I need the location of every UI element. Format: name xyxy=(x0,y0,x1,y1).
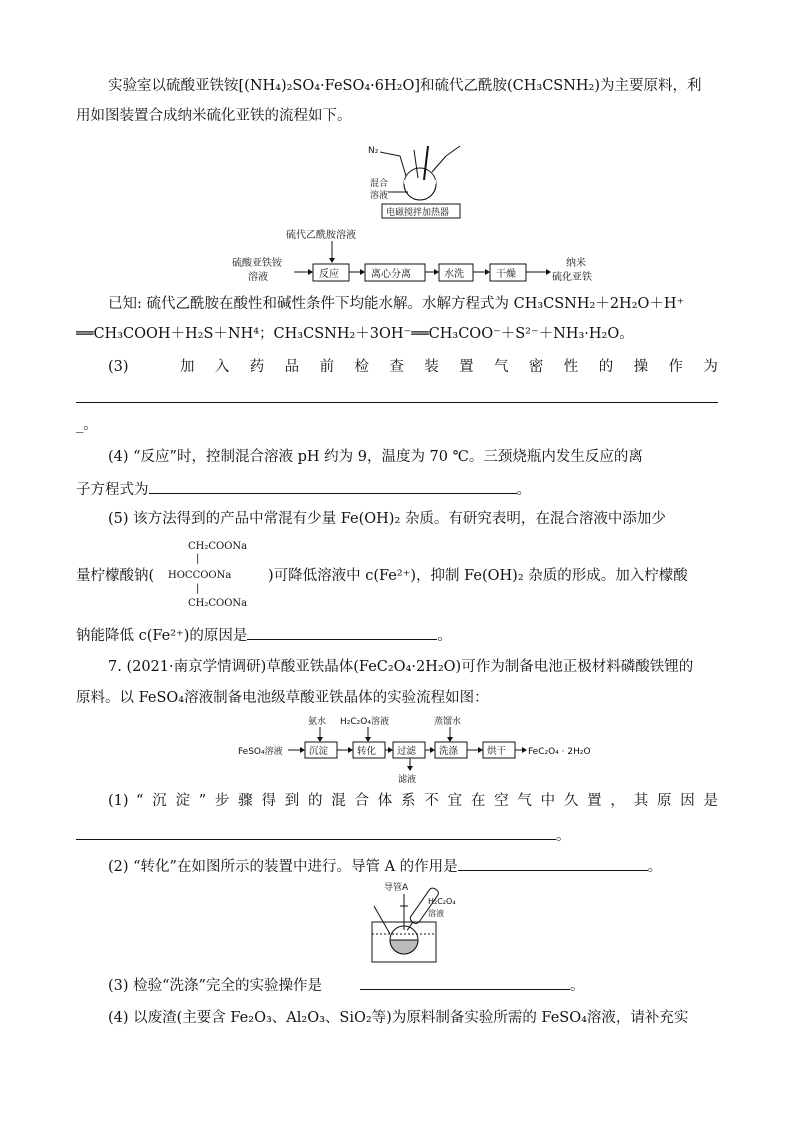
q7-2-end: 。 xyxy=(647,859,663,875)
q7-1-char: 空 xyxy=(494,793,509,809)
q3-char: 加 xyxy=(180,359,195,375)
q3-answer-line[interactable] xyxy=(76,393,718,403)
q5-line-2-post: )可降低溶液中 c(Fe²⁺)，抑制 Fe(OH)₂ 杂质的形成。加入柠檬酸 xyxy=(268,568,688,584)
heater-label: 电磁搅拌加热器 xyxy=(386,208,450,218)
q7-1-char: 不 xyxy=(424,793,439,809)
q3-char: 前 xyxy=(319,359,335,375)
conversion-apparatus-diagram xyxy=(360,878,470,964)
q3-char: 密 xyxy=(528,359,544,375)
q4-end: 。 xyxy=(516,482,531,498)
q3-char: 的 xyxy=(598,359,614,375)
intro-line-1: 实验室以硫酸亚铁铵[(NH₄)₂SO₄·FeSO₄·6H₂O]和硫代乙酰胺(CH₃CSNH₂)为主要原料，利 xyxy=(108,78,702,94)
q5-line-3 xyxy=(76,625,452,646)
q3-char: 装 xyxy=(424,359,439,375)
q4-line-2 xyxy=(76,479,531,500)
flow1-step-2: 离心分离 xyxy=(371,269,411,280)
q5-line-2-pre: 量柠檬酸钠( xyxy=(76,568,155,584)
q7-2-line xyxy=(108,856,662,877)
q3-char: 查 xyxy=(389,359,404,375)
q4-line-1: (4) “反应”时，控制混合溶液 pH 约为 9，温度为 70 ℃。三颈烧瓶内发生反应的离 xyxy=(108,449,643,465)
q7-1-question xyxy=(136,791,718,811)
flow2-step-3: 过滤 xyxy=(397,746,417,757)
reaction-apparatus-diagram xyxy=(360,136,480,222)
q4-answer-blank[interactable] xyxy=(149,479,517,494)
q7-1-char: 是 xyxy=(703,793,718,809)
synthesis-flow-diagram xyxy=(228,228,608,284)
q7-1-char: ， xyxy=(610,793,625,809)
q7-1-char: 沉 xyxy=(152,793,167,809)
q7-1-char: 系 xyxy=(401,793,416,809)
q7-1-char: “ xyxy=(136,793,144,809)
q7-1-char: 因 xyxy=(680,793,695,809)
flow2-step-1: 沉淀 xyxy=(309,746,329,757)
q3-question xyxy=(180,357,718,377)
q7-1-char: 得 xyxy=(261,793,276,809)
q3-number: (3) xyxy=(108,359,129,375)
q7-1-char: 骤 xyxy=(238,793,253,809)
flow2-below: 滤液 xyxy=(398,775,417,785)
reagent-label-2: 溶液 xyxy=(428,909,444,918)
flow2-step-4: 洗涤 xyxy=(439,746,459,757)
q5-answer-blank[interactable] xyxy=(247,625,437,640)
struct-bottom: CH₂COONa xyxy=(188,598,248,609)
q7-3-end: 。 xyxy=(569,978,585,994)
p7-line-2: 原料。以 FeSO₄溶液制备电池级草酸亚铁晶体的实验流程如图： xyxy=(76,690,489,706)
oxalate-flow-diagram xyxy=(236,712,606,788)
q7-1-answer-blank[interactable] xyxy=(76,825,556,840)
struct-bond-top: | xyxy=(196,553,200,564)
flow2-step-5: 烘干 xyxy=(487,746,507,757)
q7-1-answer-line xyxy=(76,825,571,846)
q3-char: 操 xyxy=(633,359,649,375)
struct-bond-bottom: | xyxy=(196,583,200,594)
q7-1-char: 其 xyxy=(633,793,649,809)
intro-line-2: 用如图装置合成纳米硫化亚铁的流程如下。 xyxy=(76,108,352,124)
mixture-label-2: 溶液 xyxy=(370,191,389,201)
q7-1-char: 步 xyxy=(214,793,230,809)
flow1-output-1: 纳米 xyxy=(566,258,586,269)
q7-1-char: 的 xyxy=(307,793,323,809)
q5-line-1: (5) 该方法得到的产品中常混有少量 Fe(OH)₂ 杂质。有研究表明，在混合溶液中添加少 xyxy=(108,511,666,527)
q7-1-char: 中 xyxy=(540,793,556,809)
q3-char: 作 xyxy=(668,359,683,375)
reagent-label-1: H₂C₂O₄ xyxy=(428,897,456,906)
q3-char: 药 xyxy=(249,359,265,375)
q3-tail: _。 xyxy=(76,417,98,433)
flow2-start: FeSO₄溶液 xyxy=(238,747,283,757)
mixture-label-1: 混合 xyxy=(370,179,389,189)
p7-line-1: 7. (2021·南京学情调研)草酸亚铁晶体(FeC₂O₄·2H₂O)可作为制备电池正极材料磷酸铁锂的 xyxy=(108,659,694,675)
q7-1-char: 久 xyxy=(563,793,579,809)
q7-1-char: 淀 xyxy=(175,793,190,809)
flow1-step-3: 水洗 xyxy=(444,269,464,280)
q7-1-char: 置 xyxy=(587,793,602,809)
n2-label: N₂ xyxy=(368,146,379,156)
q4-prompt: 子方程式为 xyxy=(76,482,149,498)
q7-1-char: 宜 xyxy=(447,793,463,809)
known-line-1: 已知: 硫代乙酰胺在酸性和碱性条件下均能水解。水解方程式为 CH₃CSNH₂＋2H₂O＋H⁺ xyxy=(108,296,685,312)
q3-char: 气 xyxy=(494,359,509,375)
flow2-above-2: H₂C₂O₄溶液 xyxy=(340,717,389,727)
q7-1-char: 合 xyxy=(354,793,369,809)
q7-1-char: ” xyxy=(198,793,207,809)
q7-3-prompt: (3) 检验“洗涤”完全的实验操作是 xyxy=(108,978,322,994)
flow2-above-3: 蒸馏水 xyxy=(434,717,462,727)
struct-top: CH₂COONa xyxy=(188,541,248,552)
q7-1-end: 。 xyxy=(556,828,571,844)
q5-end: 。 xyxy=(437,628,452,644)
q7-1-char: 在 xyxy=(470,793,486,809)
q7-4-line: (4) 以废渣(主要含 Fe₂O₃、Al₂O₃、SiO₂等)为原料制备实验所需的 FeSO₄溶液，请补充实 xyxy=(108,1010,689,1026)
q7-1-char: 到 xyxy=(284,793,300,809)
q3-char: 检 xyxy=(354,359,369,375)
q7-3-line xyxy=(108,975,584,996)
q7-2-answer-blank[interactable] xyxy=(458,856,648,871)
q3-char: 置 xyxy=(459,359,474,375)
q7-1-char: 原 xyxy=(656,793,672,809)
q5-prompt: 钠能降低 c(Fe²⁺)的原因是 xyxy=(76,628,248,644)
q7-1-char: 体 xyxy=(377,793,393,809)
flow2-end: FeC₂O₄ · 2H₂O xyxy=(528,747,591,757)
flow1-step-1: 反应 xyxy=(319,269,339,280)
flow1-output-2: 硫化亚铁 xyxy=(552,272,592,283)
q7-1-char: 混 xyxy=(331,793,346,809)
q7-1-char: 气 xyxy=(517,793,532,809)
flow1-left-1: 硫酸亚铁铵 xyxy=(232,258,282,269)
q7-3-answer-blank[interactable] xyxy=(360,975,570,990)
q3-char: 为 xyxy=(703,359,718,375)
flow2-step-2: 转化 xyxy=(357,746,377,757)
flow1-top-input: 硫代乙酰胺溶液 xyxy=(286,230,356,241)
known-line-2: ══CH₃COOH＋H₂S＋NH⁴；CH₃CSNH₂＋3OH⁻══CH₃COO⁻＋S²⁻＋NH₃·H₂O。 xyxy=(76,326,634,342)
q3-char: 入 xyxy=(214,359,230,375)
q7-1-number: (1) xyxy=(108,793,129,809)
flow2-above-1: 氨水 xyxy=(308,717,327,727)
q3-char: 品 xyxy=(284,359,300,375)
q7-2-prompt: (2) “转化”在如图所示的装置中进行。导管 A 的作用是 xyxy=(108,859,458,875)
flow1-step-4: 干燥 xyxy=(496,269,516,280)
struct-mid: HOCCOONa xyxy=(168,570,232,581)
flow1-left-2: 溶液 xyxy=(248,272,268,283)
tube-a-label: 导管A xyxy=(384,883,409,893)
q3-char: 性 xyxy=(563,359,579,375)
